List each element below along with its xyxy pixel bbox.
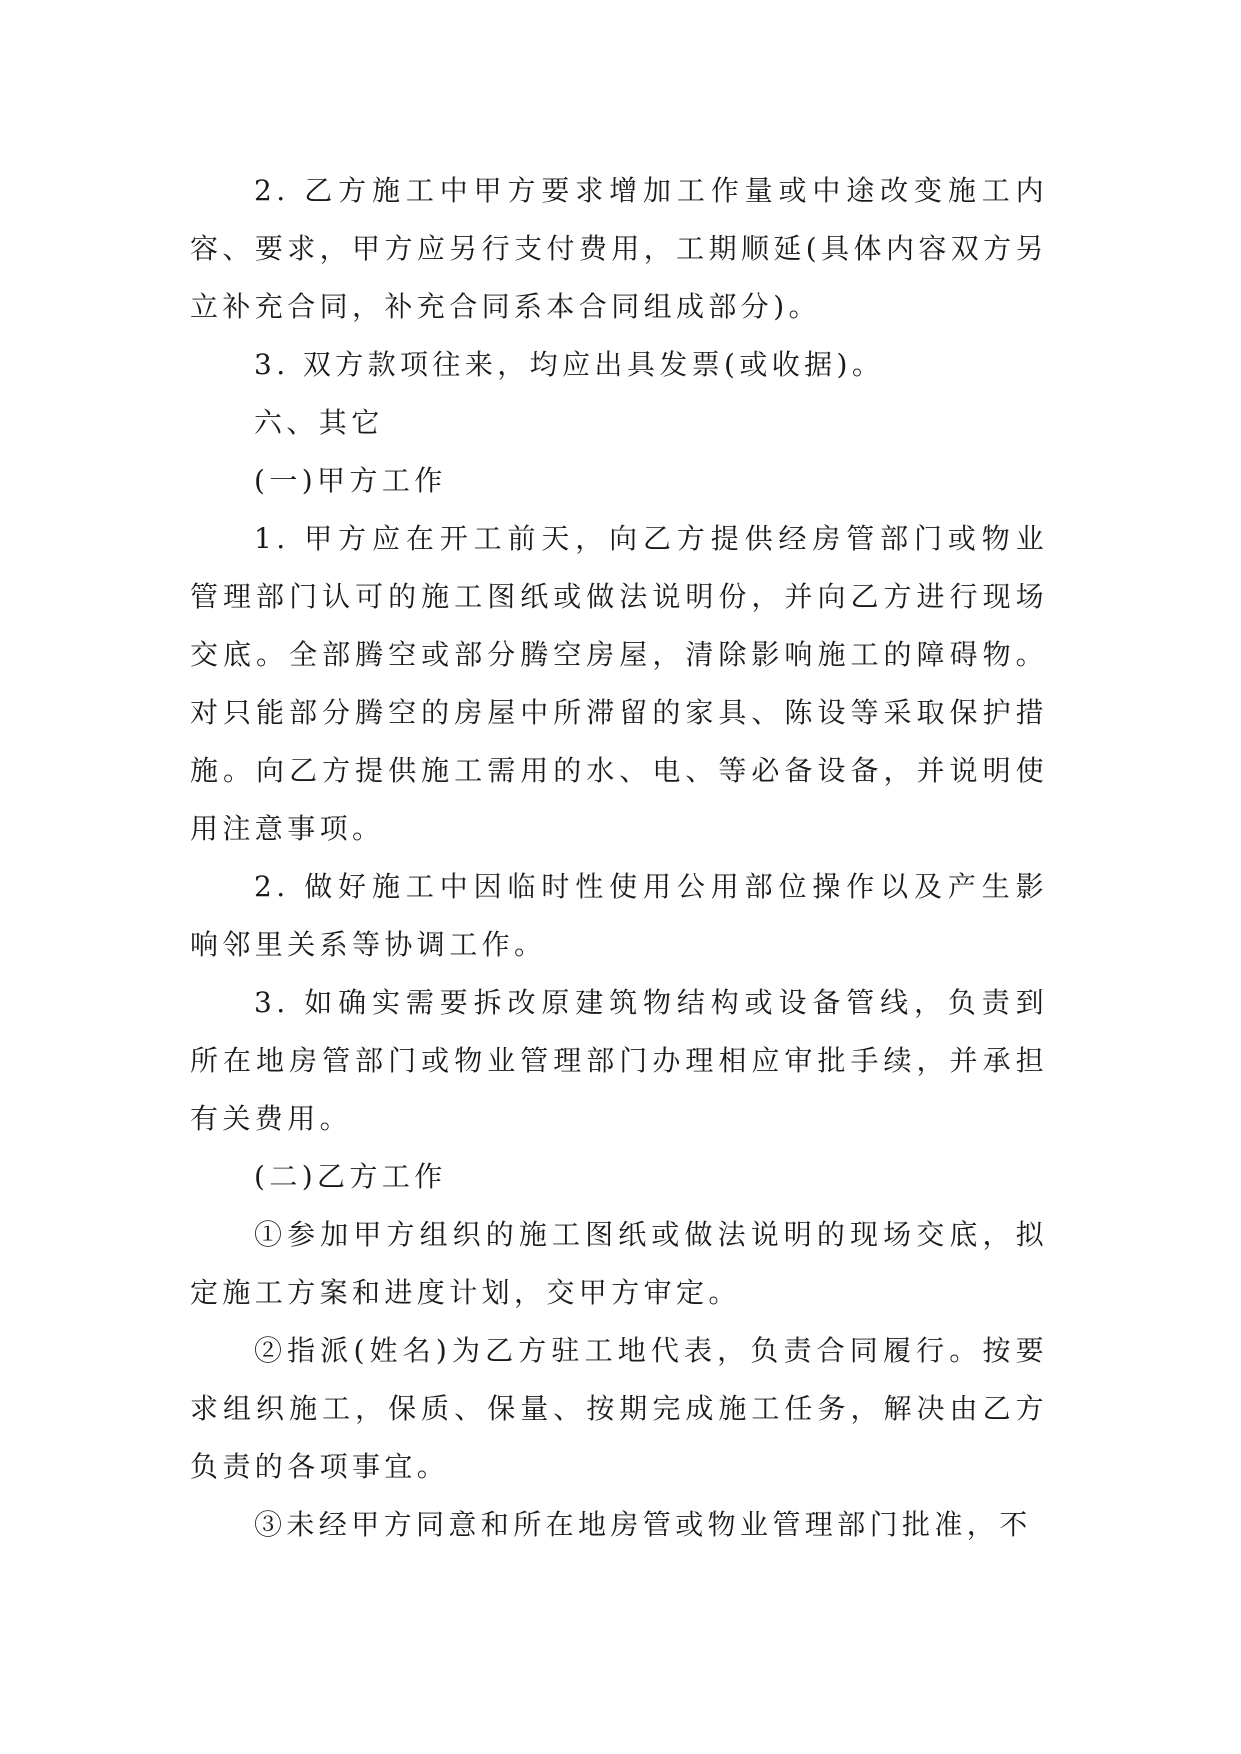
subsection-heading-party-b-work: (二)乙方工作	[254, 1160, 447, 1193]
paragraph-clause-5-2: 2. 乙方施工中甲方要求增加工作量或中途改变施工内容、要求，甲方应另行支付费用，工期顺延(具体内容双方另立补充合同，补充合同系本合同组成部分)。	[190, 174, 1048, 323]
paragraph-party-b-1: ①参加甲方组织的施工图纸或做法说明的现场交底，拟定施工方案和进度计划，交甲方审定。	[190, 1218, 1048, 1309]
section-heading-other: 六、其它	[254, 406, 384, 439]
paragraph-party-a-3: 3. 如确实需要拆改原建筑物结构或设备管线，负责到所在地房管部门或物业管理部门办理相应审批手续，并承担有关费用。	[190, 986, 1048, 1135]
document-body	[190, 162, 1048, 1554]
subsection-heading-party-a-work: (一)甲方工作	[254, 464, 447, 497]
paragraph-party-a-1: 1. 甲方应在开工前天，向乙方提供经房管部门或物业管理部门认可的施工图纸或做法说明份，并向乙方进行现场交底。全部腾空或部分腾空房屋，清除影响施工的障碍物。对只能部分腾空的房屋中所滞留的家具、陈设等采取保护措施。向乙方提供施工需用的水、电、等必备设备，并说明使用注意事项。	[190, 522, 1048, 845]
paragraph-party-b-2: ②指派(姓名)为乙方驻工地代表，负责合同履行。按要求组织施工，保质、保量、按期完成施工任务，解决由乙方负责的各项事宜。	[190, 1334, 1048, 1483]
paragraph-party-a-2: 2. 做好施工中因临时性使用公用部位操作以及产生影响邻里关系等协调工作。	[190, 870, 1048, 961]
paragraph-party-b-3: ③未经甲方同意和所在地房管或物业管理部门批准，不	[254, 1508, 1032, 1541]
paragraph-clause-5-3: 3. 双方款项往来，均应出具发票(或收据)。	[254, 348, 885, 381]
